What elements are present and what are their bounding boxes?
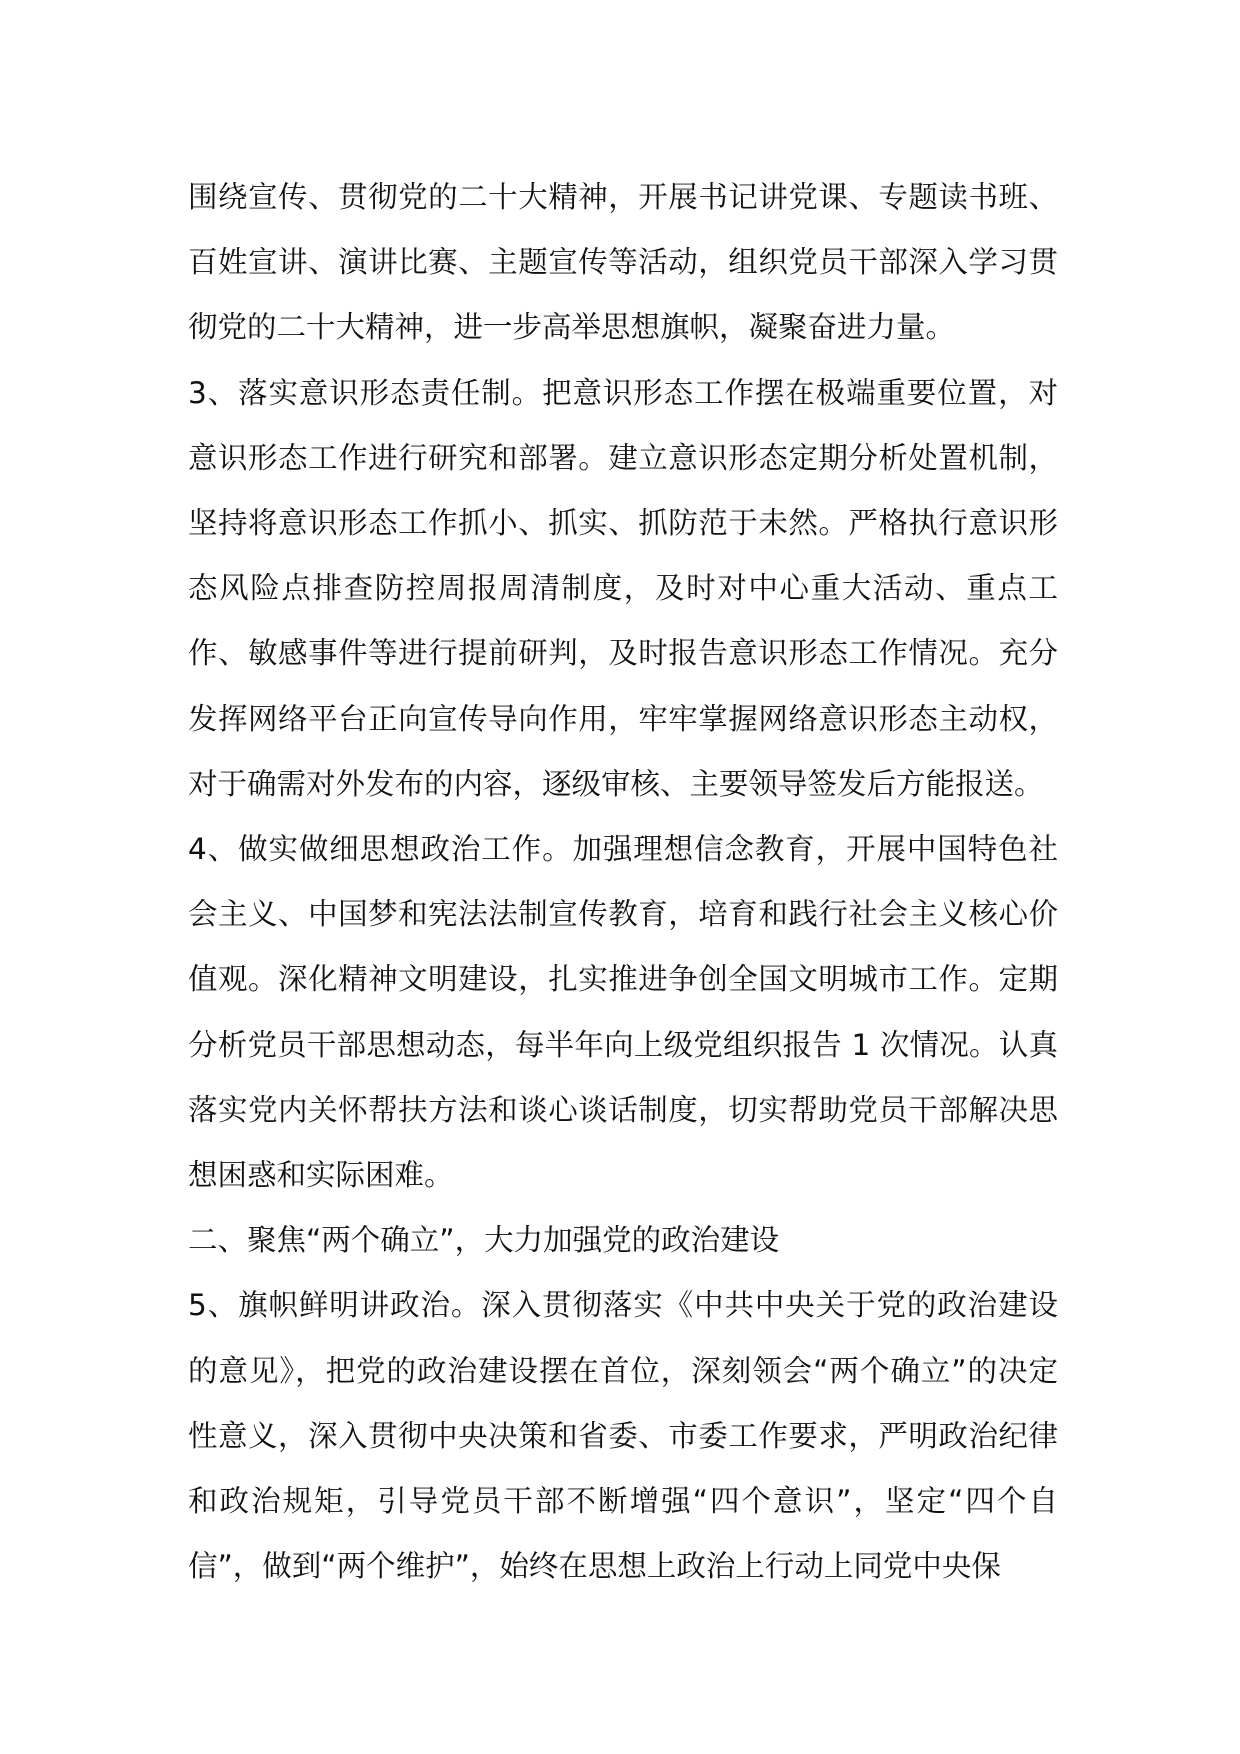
paragraph-political-work: 4、做实做细思想政治工作。加强理想信念教育，开展中国特色社会主义、中国梦和宪法法制宣传教育，培育和践行社会主义核心价值观。深化精神文明建设，扎实推进争创全国文明城市工作。定期分析党员干部思想动态，每半年向上级党组织报告 1 次情况。认真落实党内关怀帮扶方法和谈心谈话制度，切实帮助党员干部解决思想困惑和实际困难。: [188, 832, 1058, 1193]
section-heading-political-construction: 二、聚焦“两个确立”，大力加强党的政治建设: [188, 1223, 780, 1258]
paragraph-talk-politics: 5、旗帜鲜明讲政治。深入贯彻落实《中共中央关于党的政治建设的意见》，把党的政治建设摆在首位，深刻领会“两个确立”的决定性意义，深入贯彻中央决策和省委、市委工作要求，严明政治纪律和政治规矩，引导党员干部不断增强“四个意识”，坚定“四个自信”，做到“两个维护”，始终在思想上政治上行动上同党中央保: [188, 1288, 1058, 1584]
paragraph-ideology-responsibility: 3、落实意识形态责任制。把意识形态工作摆在极端重要位置，对意识形态工作进行研究和部署。建立意识形态定期分析处置机制，坚持将意识形态工作抓小、抓实、抓防范于未然。严格执行意识形态风险点排查防控周报周清制度，及时对中心重大活动、重点工作、敏感事件等进行提前研判，及时报告意识形态工作情况。充分发挥网络平台正向宣传导向作用，牢牢掌握网络意识形态主动权，对于确需对外发布的内容，逐级审核、主要领导签发后方能报送。: [188, 375, 1058, 801]
document-body: [188, 165, 1058, 1599]
paragraph-propaganda-activities: 围绕宣传、贯彻党的二十大精神，开展书记讲党课、专题读书班、百姓宣讲、演讲比赛、主题宣传等活动，组织党员干部深入学习贯彻党的二十大精神，进一步高举思想旗帜，凝聚奋进力量。: [188, 180, 1058, 345]
